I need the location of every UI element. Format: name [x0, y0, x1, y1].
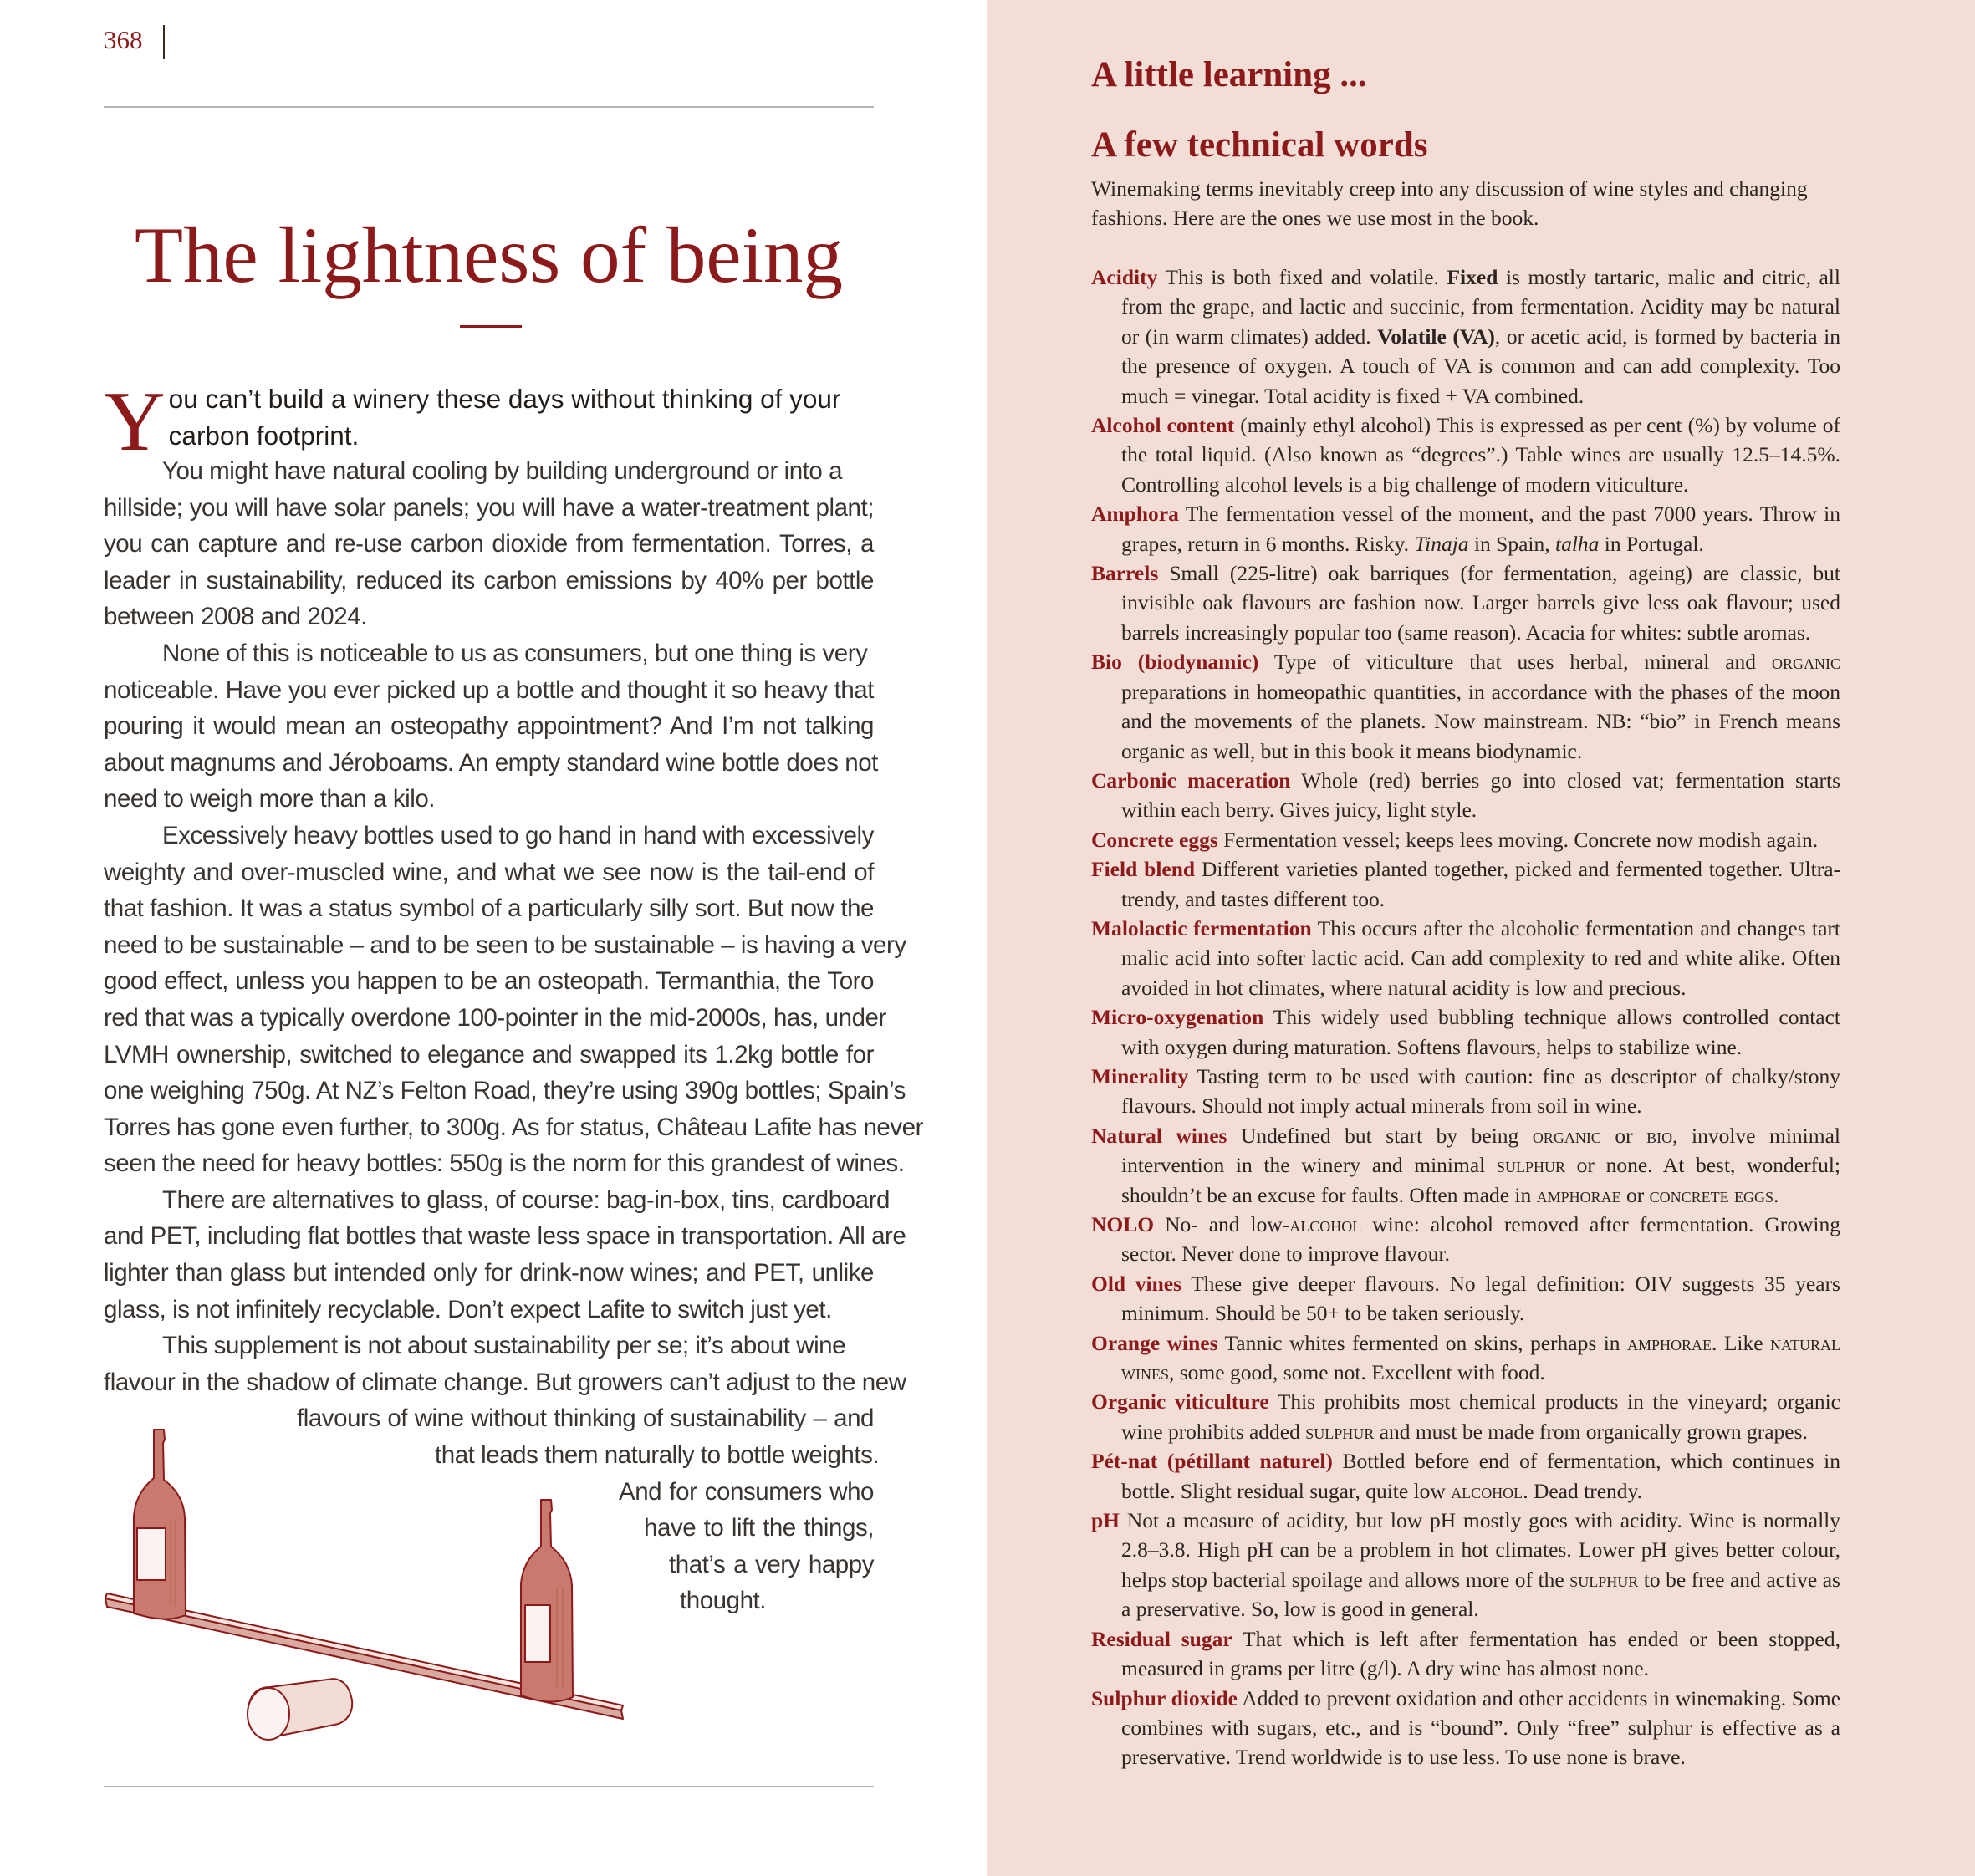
page-number-divider — [163, 25, 165, 59]
glossary-definition: alcohol — [1451, 1478, 1523, 1503]
bottom-rule — [104, 1786, 874, 1787]
glossary-definition: Different varieties planted together, picked and fermented together. Ultra-trendy, and tastes different too. — [1121, 857, 1841, 911]
body-line: need to weigh more than a kilo. — [104, 785, 436, 813]
glossary-entry — [1091, 1062, 1840, 1121]
glossary-entry — [1091, 1328, 1840, 1388]
glossary-definition: amphorae — [1627, 1330, 1712, 1355]
glossary-definition: Added to prevent oxidation and other accidents in winemaking. Some combines with sugars, etc., and is “bound”. Only “free” sulphur is effective as a preservative. Trend worldwide is to use less. To use none is brave. — [1121, 1685, 1841, 1770]
glossary-definition: This widely used bubbling technique allows controlled contact with oxygen during maturation. Softens flavours, helps to stabilize wine. — [1121, 1005, 1840, 1059]
two-wine-bottles-on-seesaw-icon — [99, 1421, 634, 1772]
glossary-term: Micro-oxygenation — [1091, 1005, 1264, 1030]
glossary-definition: or none. At best, wonderful; shouldn’t be an excuse for faults. Often made in — [1121, 1153, 1841, 1207]
glossary-entry — [1091, 825, 1840, 854]
glossary-term: Malolactic fermentation — [1091, 915, 1312, 941]
glossary-definition: organic — [1532, 1123, 1601, 1148]
glossary-definition: . Dead trendy. — [1523, 1478, 1642, 1503]
glossary-definition: is mostly tartaric, malic and citric, all from the grape, and lactic and succinic, from fermentation. Acidity may be natural or (in warm climates) added. — [1121, 265, 1840, 349]
glossary-term: Pét-nat (pétillant naturel) — [1091, 1449, 1333, 1474]
body-line: weighty and over-muscled wine, and what we see now is the tail-end of — [104, 858, 874, 886]
body-line: pouring it would mean an osteopathy appointment? And I’m not talking — [104, 712, 874, 741]
body-line: you can capture and re-use carbon dioxide from fermentation. Torres, a — [104, 530, 874, 558]
section-subheading: A few technical words — [1091, 125, 1428, 165]
glossary-entry — [1091, 914, 1840, 1002]
glossary-entry — [1091, 1446, 1840, 1506]
body-line: And for consumers who — [619, 1477, 874, 1506]
body-line: seen the need for heavy bottles: 550g is the norm for this grandest of wines. — [104, 1150, 905, 1178]
top-rule — [104, 106, 874, 108]
glossary-definition: and must be made from organically grown grapes. — [1374, 1419, 1808, 1444]
glossary-definition: The fermentation vessel of the moment, and the past 7000 years. Throw in grapes, return in 6 months. Risky. — [1121, 502, 1840, 556]
body-line: flavours of wine without thinking of sustainability – and — [297, 1404, 874, 1433]
glossary-definition: This occurs after the alcoholic fermentation and changes tart malic acid into softer lactic acid. Can add complexity to red and white alike. Often avoided in hot climates, where natural acidity is low and precious. — [1121, 915, 1841, 1000]
glossary-definition: No- and low- — [1165, 1212, 1290, 1236]
glossary-entry — [1091, 499, 1840, 558]
glossary-definition: Fixed — [1447, 265, 1498, 289]
body-line: that fashion. It was a status symbol of a particularly silly sort. But now the — [104, 895, 874, 923]
body-line: There are alternatives to glass, of course: bag-in-box, tins, cardboard — [162, 1185, 890, 1214]
glossary-definition: preparations in homeopathic quantities, in accordance with the phases of the moon and the movements of the planets. Now mainstream. NB: “bio” in French means organic as well, but in this book it means biodynamic. — [1121, 679, 1840, 763]
glossary-definition: sulphur — [1305, 1419, 1375, 1444]
glossary-definition: . Like — [1712, 1330, 1771, 1355]
glossary-entry — [1091, 1506, 1840, 1624]
body-line: and PET, including flat bottles that waste less space in transportation. All are — [104, 1222, 906, 1251]
glossary-list — [1091, 263, 1840, 1772]
glossary-definition: (mainly ethyl alcohol) This is expressed as per cent (%) by volume of the total liquid. (Also known as “degrees”.) Table wines are usually 12.5–14.5%. Controlling alcohol levels is a big challenge of modern viticulture. — [1121, 413, 1840, 497]
glossary-definition: . — [1773, 1182, 1779, 1207]
glossary-term: Amphora — [1091, 502, 1179, 527]
body-line: LVMH ownership, switched to elegance and swapped its 1.2kg bottle for — [104, 1040, 874, 1068]
glossary-entry — [1091, 647, 1840, 766]
body-line: between 2008 and 2024. — [104, 603, 367, 631]
lead-text: ou can’t build a winery these days without thinking of your carbon footprint. — [168, 384, 841, 451]
glossary-definition: Not a measure of acidity, but low pH mostly goes with acidity. Wine is normally 2.8–3.8. High pH can be a problem in hot climates. Lower pH gives better colour, helps stop bacterial spoilage and allows more of the — [1121, 1508, 1840, 1592]
glossary-definition: , some good, some not. Excellent with food. — [1169, 1360, 1545, 1385]
glossary-term: Minerality — [1091, 1063, 1189, 1088]
glossary-definition: wine: alcohol removed after fermentation. Growing sector. Never done to improve flavour. — [1121, 1212, 1841, 1267]
body-line: flavour in the shadow of climate change. But growers can’t adjust to the new — [104, 1368, 906, 1396]
body-line: lighter than glass but intended only for drink-now wines; and PET, unlike — [104, 1259, 874, 1287]
glossary-entry — [1091, 558, 1840, 647]
glossary-entry — [1091, 766, 1840, 825]
body-line: red that was a typically overdone 100-pointer in the mid-2000s, has, under — [104, 1003, 886, 1032]
glossary-term: Acidity — [1091, 265, 1158, 289]
glossary-definition: Tannic whites fermented on skins, perhaps in — [1224, 1330, 1627, 1355]
glossary-definition: Undefined but start by being — [1240, 1123, 1533, 1148]
lead-paragraph — [104, 375, 877, 469]
glossary-term: Bio (biodynamic) — [1091, 650, 1259, 675]
glossary-entry — [1091, 263, 1840, 410]
glossary-definition: in Portugal. — [1599, 531, 1704, 556]
glossary-term: Field blend — [1091, 857, 1196, 882]
glossary-term: Concrete eggs — [1091, 827, 1218, 852]
left-page — [0, 0, 987, 1876]
glossary-definition: Fermentation vessel; keeps lees moving. Concrete now modish again. — [1223, 827, 1819, 852]
right-page — [987, 0, 1975, 1876]
glossary-entry — [1091, 1269, 1840, 1328]
body-line: glass, is not infinitely recyclable. Don’t expect Lafite to switch just yet. — [104, 1295, 832, 1323]
glossary-definition: That which is left after fermentation has ended or been stopped, measured in grams per litre (g/l). A dry wine has almost none. — [1121, 1626, 1840, 1681]
glossary-definition: Type of viticulture that uses herbal, mineral and — [1273, 650, 1772, 675]
title-underline — [460, 325, 522, 328]
glossary-entry — [1091, 1387, 1840, 1446]
glossary-term: pH — [1091, 1508, 1120, 1533]
body-line: leader in sustainability, reduced its carbon emissions by 40% per bottle — [104, 566, 874, 594]
glossary-definition: This prohibits most chemical products in the vineyard; organic wine prohibits added — [1121, 1389, 1840, 1444]
glossary-entry — [1091, 410, 1840, 499]
body-line: You might have natural cooling by building underground or into a — [162, 457, 843, 485]
body-line: that’s a very happy — [669, 1550, 874, 1578]
glossary-definition: organic — [1772, 650, 1841, 675]
glossary-definition: Tinaja — [1414, 531, 1469, 556]
glossary-definition: bio — [1646, 1123, 1673, 1148]
glossary-term: Natural wines — [1091, 1123, 1227, 1148]
body-line: noticeable. Have you ever picked up a bottle and thought it so heavy that — [104, 675, 874, 704]
glossary-definition: or — [1620, 1182, 1650, 1207]
glossary-definition: sulphur — [1496, 1153, 1565, 1178]
glossary-entry — [1091, 854, 1840, 914]
glossary-entry — [1091, 1121, 1840, 1210]
glossary-definition: amphorae — [1536, 1182, 1621, 1207]
glossary-definition: , or acetic acid, is formed by bacteria in the presence of oxygen. A touch of VA is common and can add complexity. Too much = vinegar. Total acidity is fixed + VA combined. — [1121, 324, 1840, 408]
body-line: one weighing 750g. At NZ’s Felton Road, they’re using 390g bottles; Spain’s — [104, 1077, 906, 1105]
body-line: thought. — [680, 1587, 767, 1615]
glossary-intro: Winemaking terms inevitably creep into any discussion of wine styles and changing fashions. Here are the ones we use most in the book. — [1091, 176, 1808, 230]
glossary-definition: natural wines — [1121, 1330, 1841, 1385]
glossary-definition: to be free and active as a preservative. So, low is good in general. — [1121, 1567, 1840, 1622]
glossary-term: Residual sugar — [1091, 1626, 1232, 1651]
glossary-entry — [1091, 1210, 1840, 1269]
drop-cap: Y — [104, 375, 166, 469]
glossary-term: Sulphur dioxide — [1091, 1685, 1238, 1710]
glossary-term: Orange wines — [1091, 1330, 1218, 1355]
glossary-definition: alcohol — [1289, 1212, 1362, 1236]
glossary-definition: Tasting term to be used with caution: fine as descriptor of chalky/stony flavours. Should not imply actual minerals from soil in wine. — [1121, 1063, 1840, 1119]
glossary-definition: Bottled before end of fermentation, which continues in bottle. Slight residual sugar, quite low — [1121, 1449, 1841, 1503]
glossary-entry — [1091, 1002, 1840, 1062]
glossary-definition: This is both fixed and volatile. — [1165, 265, 1447, 289]
glossary-definition: , involve minimal intervention in the winery and minimal — [1121, 1123, 1840, 1178]
glossary-definition: concrete eggs — [1649, 1182, 1774, 1207]
body-line: good effect, unless you happen to be an osteopath. Termanthia, the Toro — [104, 967, 874, 996]
section-heading: A little learning ... — [1091, 55, 1367, 94]
body-line: hillside; you will have solar panels; you will have a water-treatment plant; — [104, 493, 874, 522]
glossary-definition: sulphur — [1569, 1567, 1639, 1592]
glossary-definition: or — [1600, 1123, 1647, 1148]
article-title: The lightness of being — [135, 211, 843, 299]
body-line: need to be sustainable – and to be seen to be sustainable – is having a very — [104, 930, 906, 959]
glossary-entry — [1091, 1684, 1840, 1772]
body-line: This supplement is not about sustainability per se; it’s about wine — [162, 1332, 846, 1360]
glossary-term: Barrels — [1091, 561, 1159, 586]
glossary-term: Alcohol content — [1091, 413, 1235, 438]
body-line: that leads them naturally to bottle weights. — [435, 1441, 880, 1470]
body-line: have to lift the things, — [644, 1514, 874, 1542]
body-line: Torres has gone even further, to 300g. As for status, Château Lafite has never — [104, 1113, 923, 1141]
glossary-definition: Volatile (VA) — [1377, 324, 1495, 349]
body-line: Excessively heavy bottles used to go hand in hand with excessively — [162, 821, 874, 849]
glossary-definition: Small (225-litre) oak barriques (for fermentation, ageing) are classic, but invisible oak flavours are fashion now. Larger barrels give less oak flavour; used barrels increasingly popular too (same reason). Acacia for whites: subtle aromas. — [1121, 561, 1841, 645]
glossary-term: Carbonic maceration — [1091, 767, 1291, 793]
glossary-definition: Whole (red) berries go into closed vat; fermentation starts within each berry. Gives juicy, light style. — [1121, 767, 1840, 823]
glossary-term: Organic viticulture — [1091, 1389, 1269, 1415]
glossary-definition: talha — [1554, 531, 1600, 556]
glossary-definition: in Spain, — [1468, 531, 1555, 556]
glossary-entry — [1091, 1624, 1840, 1684]
page-number: 368 — [104, 25, 143, 54]
glossary-definition: These give deeper flavours. No legal definition: OIV suggests 35 years minimum. Should be 50+ to be taken seriously. — [1121, 1271, 1840, 1326]
glossary-term: NOLO — [1091, 1212, 1155, 1236]
body-line: about magnums and Jéroboams. An empty standard wine bottle does not — [104, 748, 878, 777]
body-line: None of this is noticeable to us as consumers, but one thing is very — [162, 639, 868, 667]
glossary-term: Old vines — [1091, 1271, 1182, 1296]
